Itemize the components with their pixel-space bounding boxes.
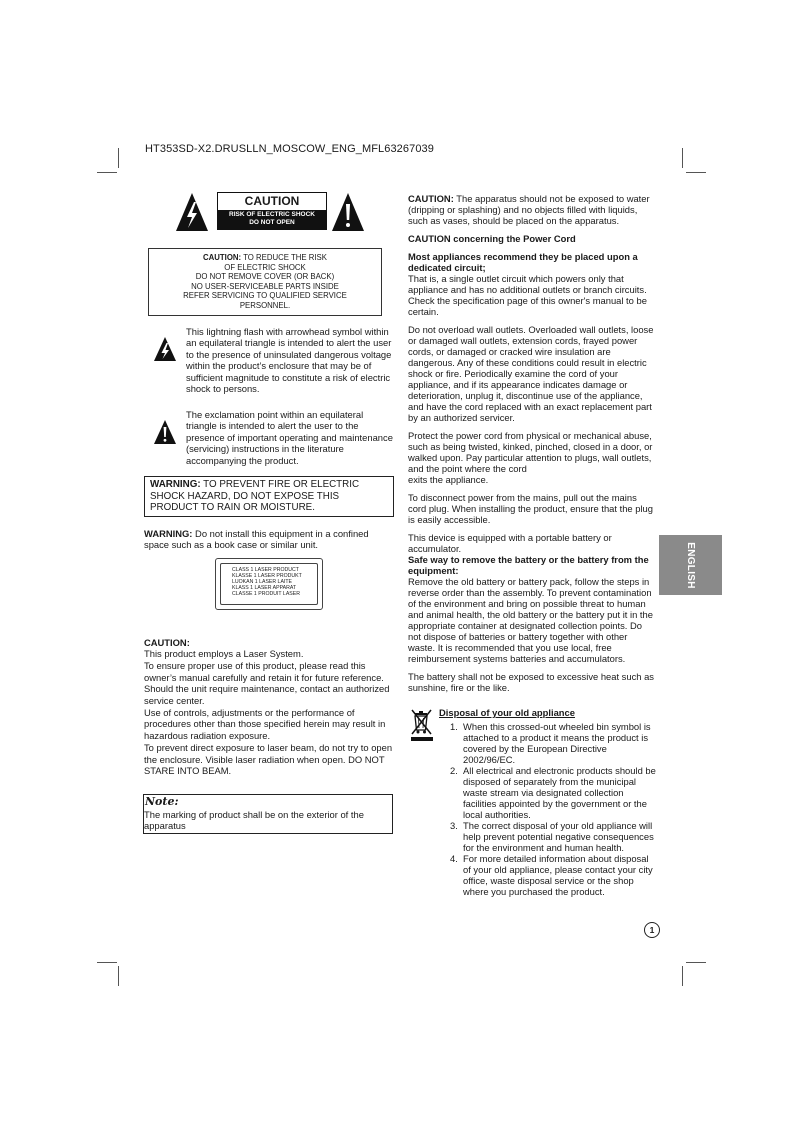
disposal-item-number: 1. (450, 721, 458, 732)
crop-mark (686, 962, 706, 963)
water-caution (408, 193, 656, 226)
battery-heat-text: The battery shall not be exposed to excessive heat such as sunshine, fire or the like. (408, 671, 654, 693)
crop-mark (682, 966, 683, 986)
laser-caution-paragraph: To prevent direct exposure to laser beam, do not try to open the enclosure. Visible laser radiation when open. DO NOT STARE INTO BEAM. (144, 741, 393, 777)
exclamation-symbol-explanation (144, 409, 394, 467)
laser-product-label (215, 558, 323, 610)
caution-title: CAUTION (244, 194, 300, 208)
laser-label-line: CLASSE 1 PRODUIT LASER (232, 590, 300, 597)
disposal-item (450, 765, 656, 820)
exclamation-warning-icon (331, 192, 365, 232)
exclamation-warning-icon (153, 419, 177, 445)
fire-warning-prefix: WARNING: (150, 479, 201, 491)
caution-notice-line: REFER SERVICING TO QUALIFIED SERVICE (183, 291, 347, 301)
caution-notice (148, 248, 382, 316)
exclamation-symbol-text: The exclamation point within an equilateral triangle is intended to alert the user to the presence of important operating and maintenance (servicing) instructions in the literature accompanying the product. (186, 408, 393, 466)
battery-removal-text: Remove the old battery or battery pack, follow the steps in reverse order than the assembly. To prevent contamination of the environment and bring on possible threat to human and animal health, the old battery or the battery put it in the appropriate container at designated collection points. Do not dispose of batteries or battery together with other waste. It is recommended that you use local, free reimbursement systems batteries and accumulators. (408, 576, 653, 664)
install-warning-prefix: WARNING: (144, 527, 193, 539)
caution-notice-line: OF ELECTRIC SHOCK (224, 262, 306, 272)
caution-subtitle-line: DO NOT OPEN (249, 219, 295, 226)
disposal-item-text: When this crossed-out wheeled bin symbol is attached to a product it means the product is covered by the European Directive 2002/96/EC. (463, 721, 651, 765)
laser-caution-paragraph: To ensure proper use of this product, please read this owner’s manual carefully and retain it for future reference. Should the unit require maintenance, contact an authorized service center. (144, 659, 390, 707)
disposal-list (408, 721, 656, 897)
caution-notice-prefix: CAUTION: (203, 253, 242, 262)
disposal-item (450, 853, 656, 897)
dedicated-circuit-heading: Most appliances recommend they be placed upon a dedicated circuit; (408, 251, 638, 273)
caution-notice-line: PERSONNEL. (239, 300, 291, 310)
lightning-symbol-text: This lightning flash with arrowhead symbol within an equilateral triangle is intended to alert the user to the presence of uninsulated dangerous voltage within the product’s enclosure that may be of sufficient magnitude to constitute a risk of electric shock to persons. (186, 325, 392, 395)
laser-caution-paragraph: Use of controls, adjustments or the performance of procedures other than those specified herein may result in hazardous radiation exposure. (144, 706, 386, 742)
language-tab (659, 535, 722, 595)
note-box (143, 794, 393, 834)
caution-notice-line: DO NOT REMOVE COVER (OR BACK) (195, 272, 335, 282)
crossed-out-wheeled-bin-icon (409, 707, 435, 741)
disconnect-text: To disconnect power from the mains, pull out the mains cord plug. When installing the product, ensure that the plug is easily accessible. (408, 492, 653, 525)
disposal-section (408, 707, 656, 897)
water-caution-prefix: CAUTION: (408, 193, 454, 204)
laser-label-line: LUOKAN 1 LASER LAITE (232, 578, 292, 585)
lightning-symbol-explanation (144, 326, 394, 395)
fire-warning-box (144, 476, 394, 517)
install-warning (144, 528, 394, 550)
laser-label-line: KLASS 1 LASER APPARAT (232, 584, 297, 591)
left-column (144, 192, 394, 834)
note-text: The marking of product shall be on the exterior of the apparatus (144, 809, 364, 831)
battery-removal-heading: Safe way to remove the battery or the battery from the equipment: (408, 554, 649, 576)
laser-caution-paragraph: This product employs a Laser System. (144, 648, 304, 660)
caution-subtitle (218, 210, 326, 229)
dedicated-circuit-text: That is, a single outlet circuit which powers only that appliance and has no additional outlets or branch circuits. Check the specification page of this owner's manual to be certain. (408, 273, 647, 317)
page-number: 1 (644, 922, 660, 938)
crop-mark (118, 966, 119, 986)
disposal-item-text: For more detailed information about disposal of your old appliance, please contact your city office, waste disposal service or the shop where you purchased the product. (463, 853, 653, 897)
lightning-warning-icon (175, 192, 209, 232)
water-caution-text: The apparatus should not be exposed to water (dripping or splashing) and no objects filled with liquids, such as vases, should be placed on the apparatus. (408, 193, 650, 226)
document-code: HT353SD-X2.DRUSLLN_MOSCOW_ENG_MFL63267039 (145, 143, 434, 155)
caution-notice-line: TO REDUCE THE RISK (243, 253, 327, 262)
laser-caution (144, 637, 394, 777)
disposal-item-text: All electrical and electronic products should be disposed of separately from the municipal waste stream via designated collection facilities appointed by the government or the local authorities. (463, 765, 656, 820)
disposal-item-number: 2. (450, 765, 458, 776)
language-tab-label: ENGLISH (685, 541, 696, 589)
crop-mark (97, 172, 117, 173)
disposal-item-text: The correct disposal of your old appliance will help prevent potential negative consequences for the environment and human health. (463, 820, 654, 853)
disposal-item-number: 3. (450, 820, 458, 831)
caution-label (144, 192, 394, 236)
disposal-item (450, 820, 656, 853)
lightning-warning-icon (153, 336, 177, 362)
crop-mark (118, 148, 119, 168)
caution-subtitle-line: RISK OF ELECTRIC SHOCK (229, 211, 315, 218)
battery-text: This device is equipped with a portable battery or accumulator. (408, 532, 612, 554)
laser-label-line: CLASS 1 LASER PRODUCT (232, 566, 299, 573)
caution-box (217, 192, 327, 230)
crop-mark (97, 962, 117, 963)
note-title: Note: (145, 795, 179, 808)
install-warning-text: Do not install this equipment in a confined space such as a book case or similar unit. (144, 527, 369, 550)
laser-label-line: KLASSE 1 LASER PRODUKT (232, 572, 302, 579)
laser-caution-heading: CAUTION: (144, 636, 190, 648)
disposal-item (450, 721, 656, 765)
protect-cord-text-end: exits the appliance. (408, 474, 489, 485)
disposal-title: Disposal of your old appliance (439, 707, 575, 718)
fire-warning-text: TO PREVENT FIRE OR ELECTRIC SHOCK HAZARD, DO NOT EXPOSE THIS PRODUCT TO RAIN OR MOISTURE. (150, 479, 360, 514)
crop-mark (682, 148, 683, 168)
overload-text: Do not overload wall outlets. Overloaded wall outlets, loose or damaged wall outlets, extension cords, frayed power cords, or damaged or cracked wire insulation are dangerous. Any of these conditions could result in electric shock or fire. Periodically examine the cord of your appliance, and if its appearance indicates damage or deterioration, unplug it, discontinue use of the appliance, and have the cord replaced with an exact replacement part by an authorized servicer. (408, 324, 654, 423)
right-column (408, 193, 656, 897)
caution-notice-line: NO USER-SERVICEABLE PARTS INSIDE (191, 281, 339, 291)
disposal-item-number: 4. (450, 853, 458, 864)
crop-mark (686, 172, 706, 173)
power-cord-heading: CAUTION concerning the Power Cord (408, 233, 576, 244)
protect-cord-text: Protect the power cord from physical or mechanical abuse, such as being twisted, kinked, pinched, closed in a door, or walked upon. Pay particular attention to plugs, wall outlets, and the point where the cord (408, 430, 653, 474)
